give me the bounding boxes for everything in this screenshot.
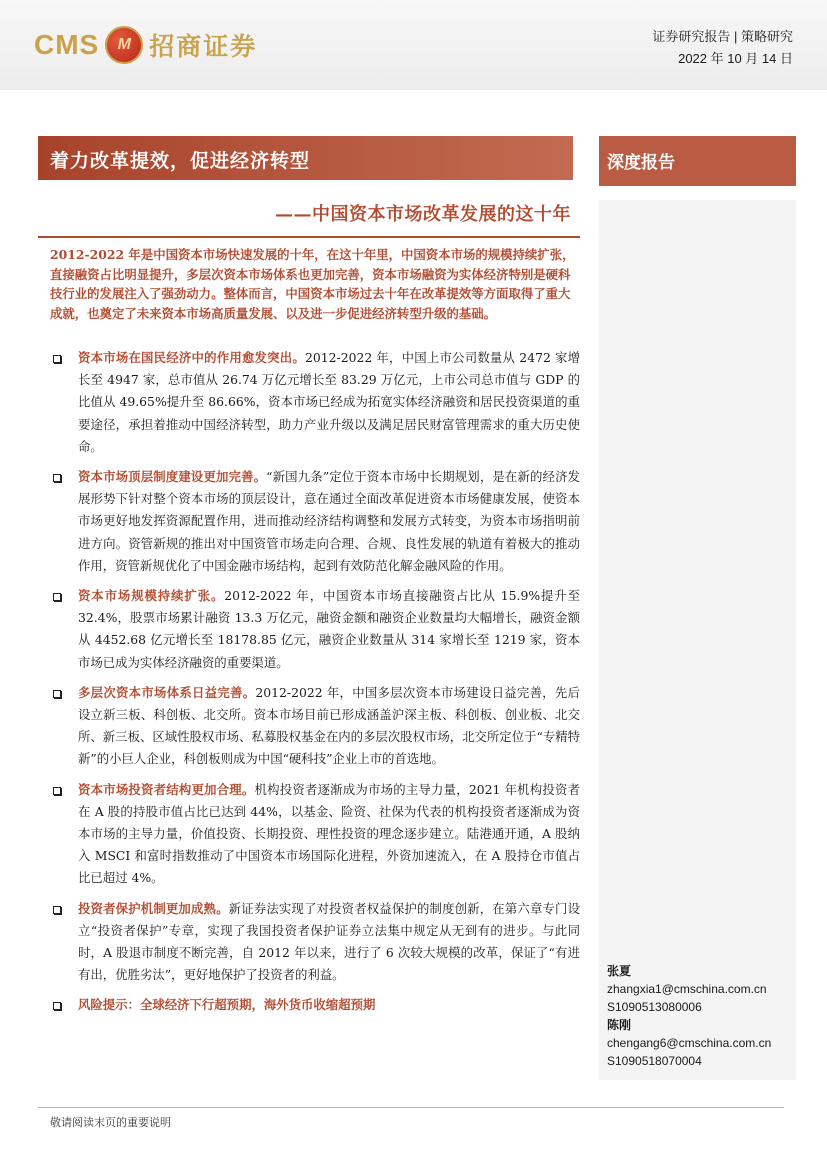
report-date: 2022 年 10 月 14 日 — [678, 51, 793, 66]
header-meta — [652, 26, 793, 70]
analyst-email[interactable]: zhangxia1@cmschina.com.cn — [607, 982, 767, 996]
logo-emblem-icon — [105, 26, 143, 64]
bullet-text: 机构投资者逐渐成为市场的主导力量，2021 年机构投资者在 A 股的持股市值占比已达到 44%，以基金、险资、社保为代表的机构投资者逐渐成为资本市场的主导力量，价值投资、长期投资、理性投资的理念逐步建立。陆港通开通，A 股纳入 MSCI 和富时指数推动了中国资本市场国际化进程，外资加速流入，在 A 股持仓市值占比已超过 4%。 — [78, 781, 580, 886]
bullet-item — [50, 682, 580, 771]
bullet-square-icon — [53, 690, 61, 698]
bullet-lead: 资本市场顶层制度建设更加完善。 — [78, 469, 267, 485]
bullet-text: “新国九条”定位于资本市场中长期规划，是在新的经济发展形势下针对整个资本市场的顶层设计，意在通过全面改革促进资本市场健康发展，使资本市场更好地发挥资源配置作用，进而推动经济结构调整和发展方式转变，为资本市场指明前进方向。资管新规的推出对中国资管市场走向合理、合规、良性发展的轨道有着极大的推动作用，资管新规优化了中国金融市场结构，起到有效防范化解金融风险的作用。 — [78, 469, 581, 573]
divider — [38, 236, 580, 238]
bullet-square-icon — [53, 593, 61, 601]
bullet-lead: 多层次资本市场体系日益完善。 — [78, 684, 256, 700]
analyst-name: 张夏 — [607, 964, 632, 978]
analyst-email[interactable]: chengang6@cmschina.com.cn — [607, 1036, 772, 1050]
bullet-square-icon — [53, 355, 61, 363]
bullet-item — [50, 779, 580, 890]
analyst-name: 陈刚 — [607, 1018, 632, 1032]
bullet-square-icon — [53, 1002, 61, 1010]
report-type-label: 深度报告 — [607, 153, 675, 173]
bullet-square-icon — [53, 906, 61, 914]
analyst-contacts — [607, 962, 771, 1070]
bullet-item — [50, 898, 580, 987]
risk-warning: 风险提示：全球经济下行超预期，海外货币收缩超预期 — [78, 997, 376, 1013]
bullet-square-icon — [53, 474, 61, 482]
footer-divider — [38, 1107, 784, 1108]
side-panel — [599, 200, 796, 1080]
bullet-text: 2012-2022 年，中国多层次资本市场建设日益完善，先后设立新三板、科创板、北交所。资本市场目前已形成涵盖沪深主板、科创板、创业板、北交所、新三板、区域性股权市场、私募股权基金在内的多层次股权市场，北交所定位于“专精特新”的小巨人企业，科创板则成为中国“硬科技”企业上市的首选地。 — [78, 684, 580, 767]
summary-paragraph: 2012-2022 年是中国资本市场快速发展的十年，在这十年里，中国资本市场的规模持续扩张，直接融资占比明显提升，多层次资本市场体系也更加完善，资本市场融资为实体经济特别是硬科技行业的发展注入了强劲动力。整体而言，中国资本市场过去十年在改革提效等方面取得了重大成就，也奠定了未来资本市场高质量发展、以及进一步促进经济转型升级的基础。 — [50, 247, 575, 321]
bullet-list — [50, 347, 580, 1025]
footer-note: 敬请阅读末页的重要说明 — [50, 1116, 171, 1129]
risk-item — [50, 994, 580, 1016]
bullet-text: 2012-2022 年，中国资本市场直接融资占比从 15.9%提升至 32.4%，股票市场累计融资 13.3 万亿元，融资金额和融资企业数量均大幅增长，融资金额从 4452.68 亿元增长至 18178.85 亿元，融资企业数量从 314 家增长至 1219 家，资本市场已成为实体经济融资的重要渠道。 — [78, 588, 580, 670]
bullet-lead: 资本市场在国民经济中的作用愈发突出。 — [78, 350, 306, 365]
bullet-item — [50, 466, 580, 577]
bullet-lead: 投资者保护机制更加成熟。 — [78, 900, 229, 916]
bullet-item — [50, 585, 580, 674]
bullet-lead: 资本市场规模持续扩张。 — [78, 588, 225, 604]
bullet-item — [50, 347, 580, 458]
bullet-text: 2012-2022 年，中国上市公司数量从 2472 家增长至 4947 家，总市值从 26.74 万亿元增长至 83.29 万亿元，上市公司总市值与 GDP 的比值从 49.65%提升至 86.66%，资本市场已经成为拓宽实体经济融资和居民投资渠道的重要途径，承担着推动中国经济转型，助力产业升级以及满足居民财富管理需求的重大历史使命。 — [78, 350, 581, 454]
analyst-license: S1090513080006 — [607, 1000, 702, 1014]
bullet-lead: 资本市场投资者结构更加合理。 — [78, 781, 255, 797]
page-subtitle: ——中国资本市场改革发展的这十年 — [275, 204, 571, 225]
bullet-text: 新证券法实现了对投资者权益保护的制度创新，在第六章专门设立“投资者保护”专章，实现了我国投资者保护证券立法集中规定从无到有的进步。与此同时，A 股退市制度不断完善，自 2012 年以来，进行了 6 次较大规模的改革，保证了“有进有出，优胜劣汰”，更好地保护了投资者的利益。 — [78, 900, 581, 983]
title-banner — [38, 136, 573, 180]
logo-latin: CMS — [34, 29, 100, 60]
report-category: 证券研究报告 | 策略研究 — [652, 29, 793, 44]
page-title: 着力改革提效，促进经济转型 — [50, 150, 311, 172]
analyst-license: S1090518070004 — [607, 1054, 702, 1068]
logo-cn: 招商证券 — [149, 32, 258, 61]
company-logo — [34, 22, 257, 68]
report-type-badge — [599, 136, 796, 186]
bullet-square-icon — [53, 787, 61, 795]
